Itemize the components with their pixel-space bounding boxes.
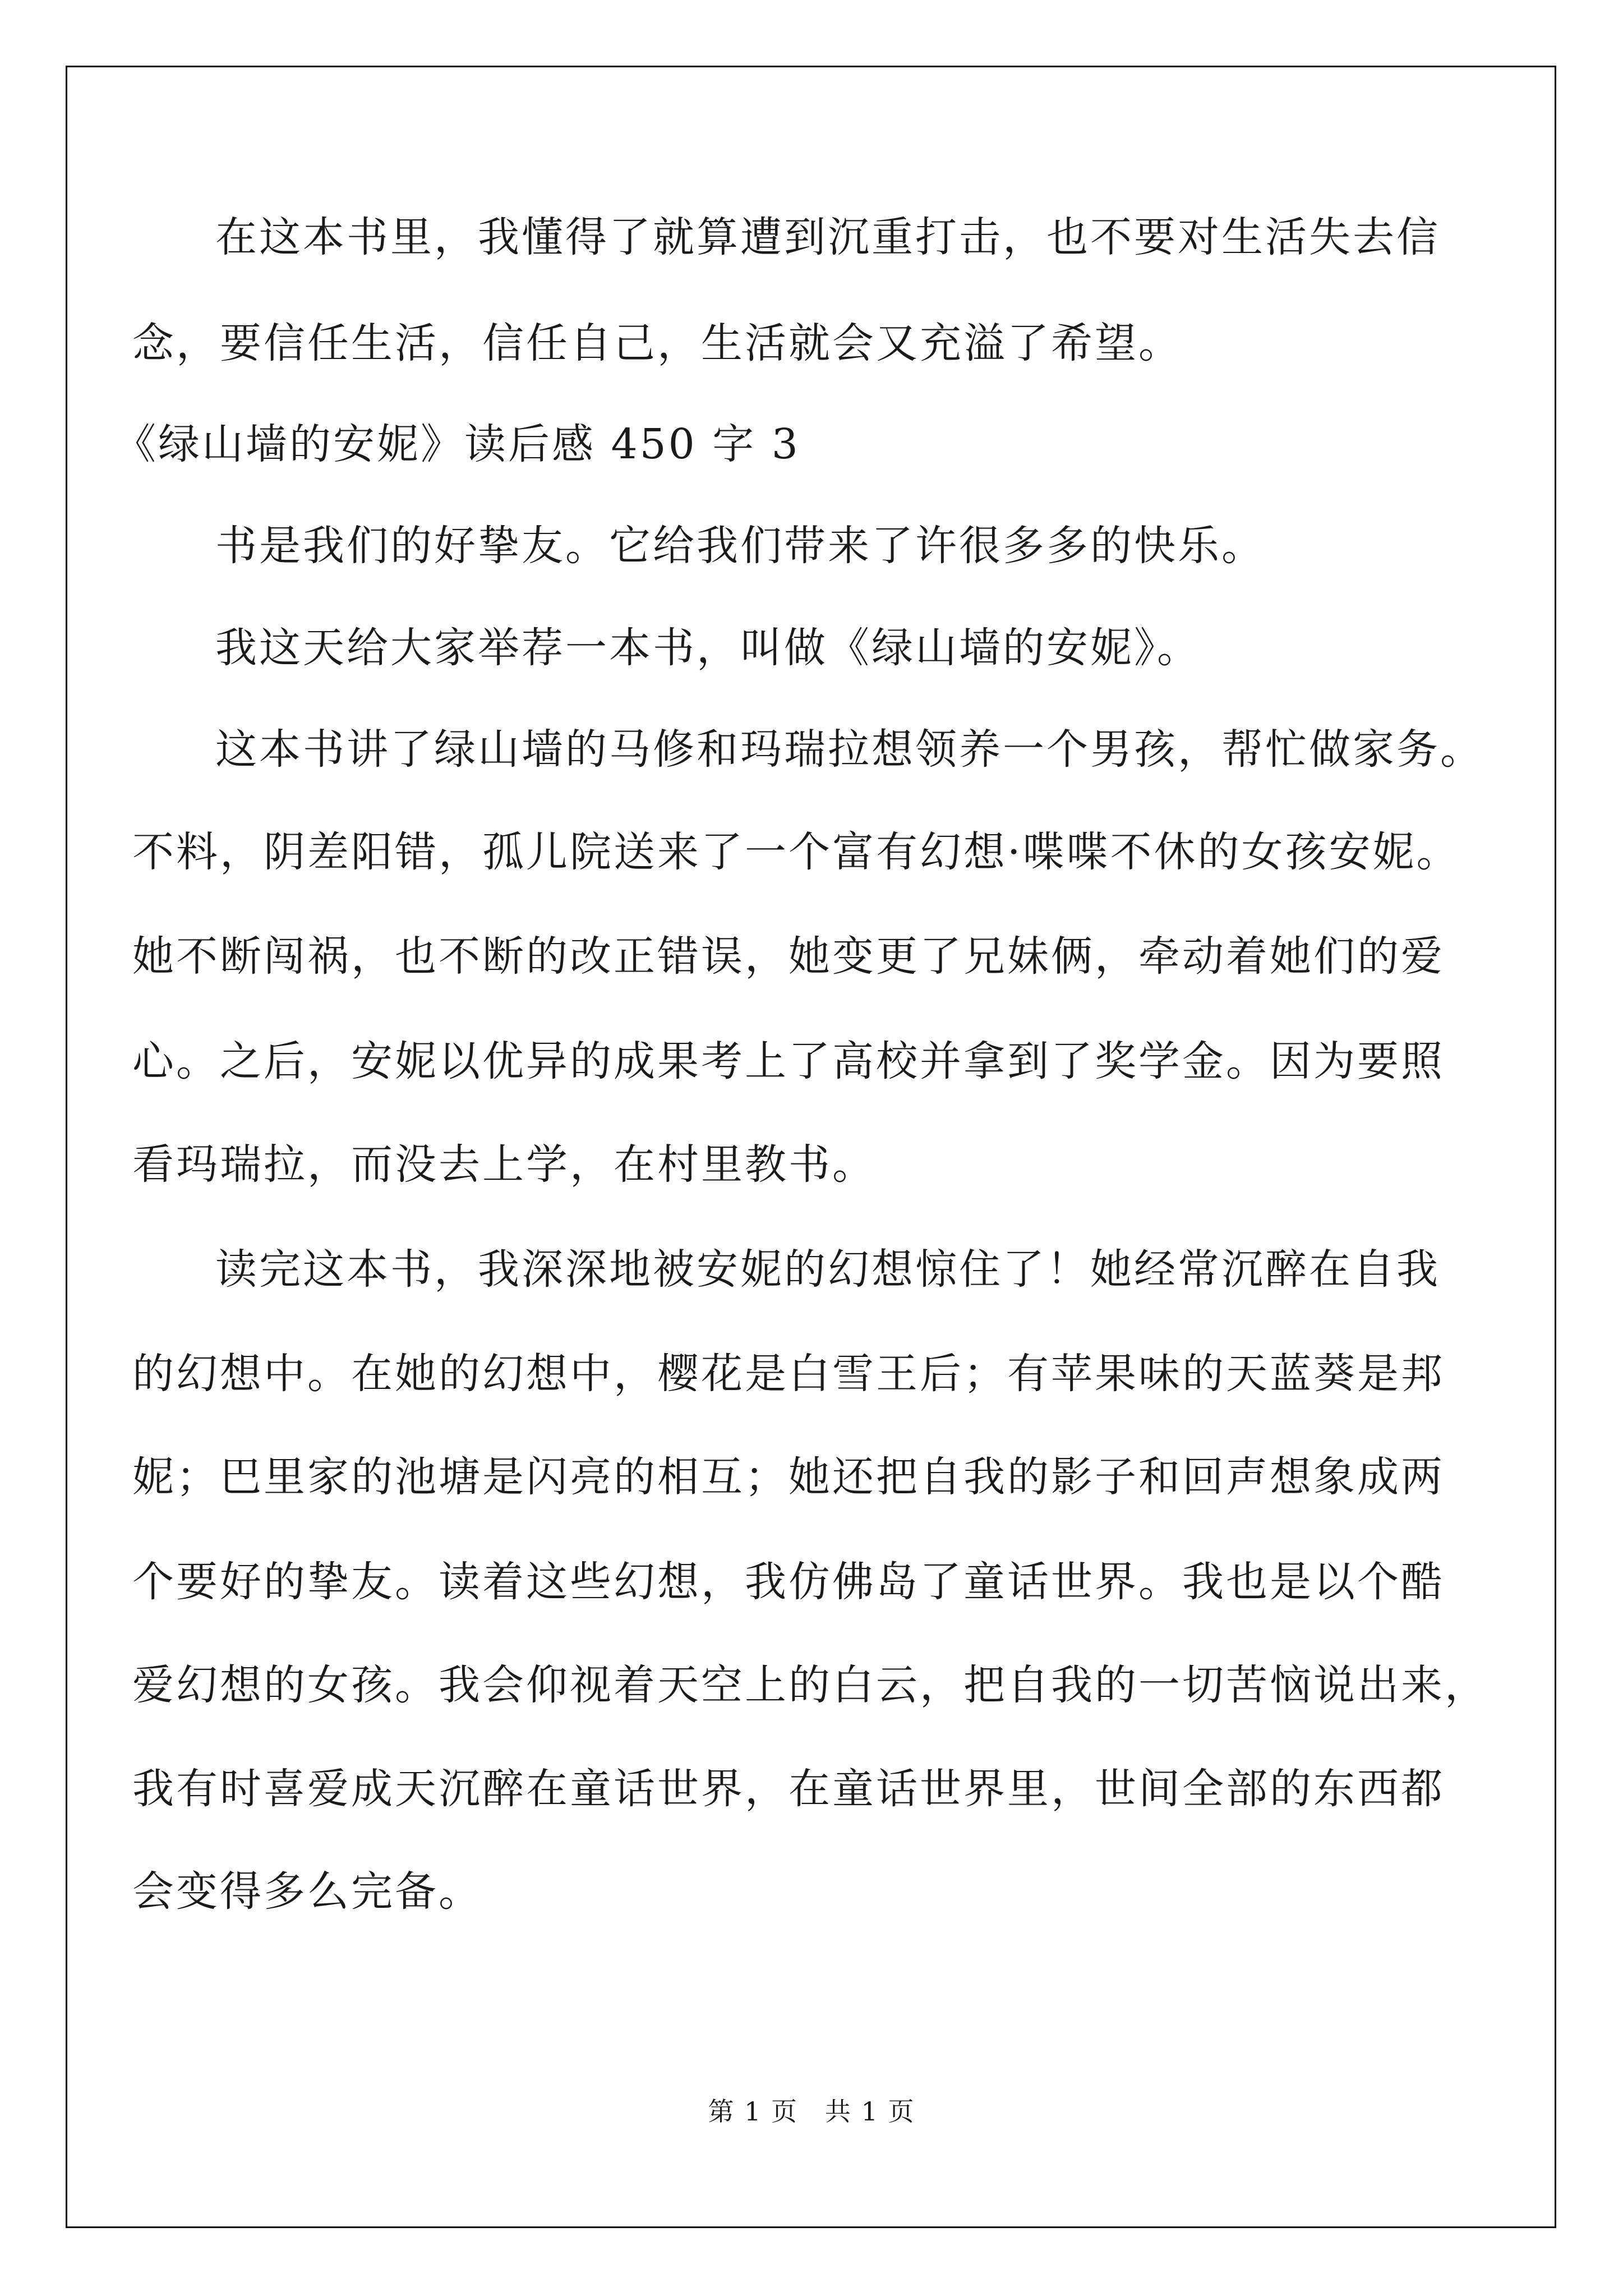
paragraph-line: 不料，阴差阳错，孤儿院送来了一个富有幻想·喋喋不休的女孩安妮。	[132, 828, 1460, 876]
paragraph-line: 我这天给大家举荐一本书，叫做《绿山墙的安妮》。	[215, 624, 1201, 672]
paragraph-line: 我有时喜爱成天沉醉在童话世界，在童话世界里，世间全部的东西都	[132, 1765, 1445, 1813]
paragraph-line: 会变得多么完备。	[132, 1867, 482, 1916]
paragraph-line: 妮；巴里家的池塘是闪亮的相互；她还把自我的影子和回声想象成两	[132, 1453, 1445, 1501]
section-heading: 《绿山墙的安妮》读后感 450 字 3	[114, 420, 800, 468]
paragraph-line: 她不断闯祸，也不断的改正错误，她变更了兄妹俩，牵动着她们的爱	[132, 932, 1445, 981]
paragraph-line: 书是我们的好挚友。它给我们带来了许很多多的快乐。	[215, 522, 1265, 570]
paragraph-line: 看玛瑞拉，而没去上学，在村里教书。	[132, 1140, 876, 1189]
paragraph-line: 这本书讲了绿山墙的马修和玛瑞拉想领养一个男孩，帮忙做家务。	[215, 725, 1484, 774]
paragraph-line: 心。之后，安妮以优异的成果考上了高校并拿到了奖学金。因为要照	[132, 1037, 1445, 1085]
paragraph-line: 在这本书里，我懂得了就算遭到沉重打击，也不要对生活失去信	[215, 213, 1440, 261]
paragraph-line: 的幻想中。在她的幻想中，樱花是白雪王后；有苹果味的天蓝葵是邦	[132, 1350, 1445, 1398]
paragraph-line: 个要好的挚友。读着这些幻想，我仿佛岛了童话世界。我也是以个酷	[132, 1558, 1445, 1606]
page-footer: 第 1 页 共 1 页	[708, 2096, 915, 2127]
paragraph-line: 读完这本书，我深深地被安妮的幻想惊住了！她经常沉醉在自我	[215, 1245, 1440, 1294]
paragraph-line: 念，要信任生活，信任自己，生活就会又充溢了希望。	[132, 319, 1182, 367]
paragraph-line: 爱幻想的女孩。我会仰视着天空上的白云，把自我的一切苦恼说出来，	[132, 1661, 1488, 1709]
